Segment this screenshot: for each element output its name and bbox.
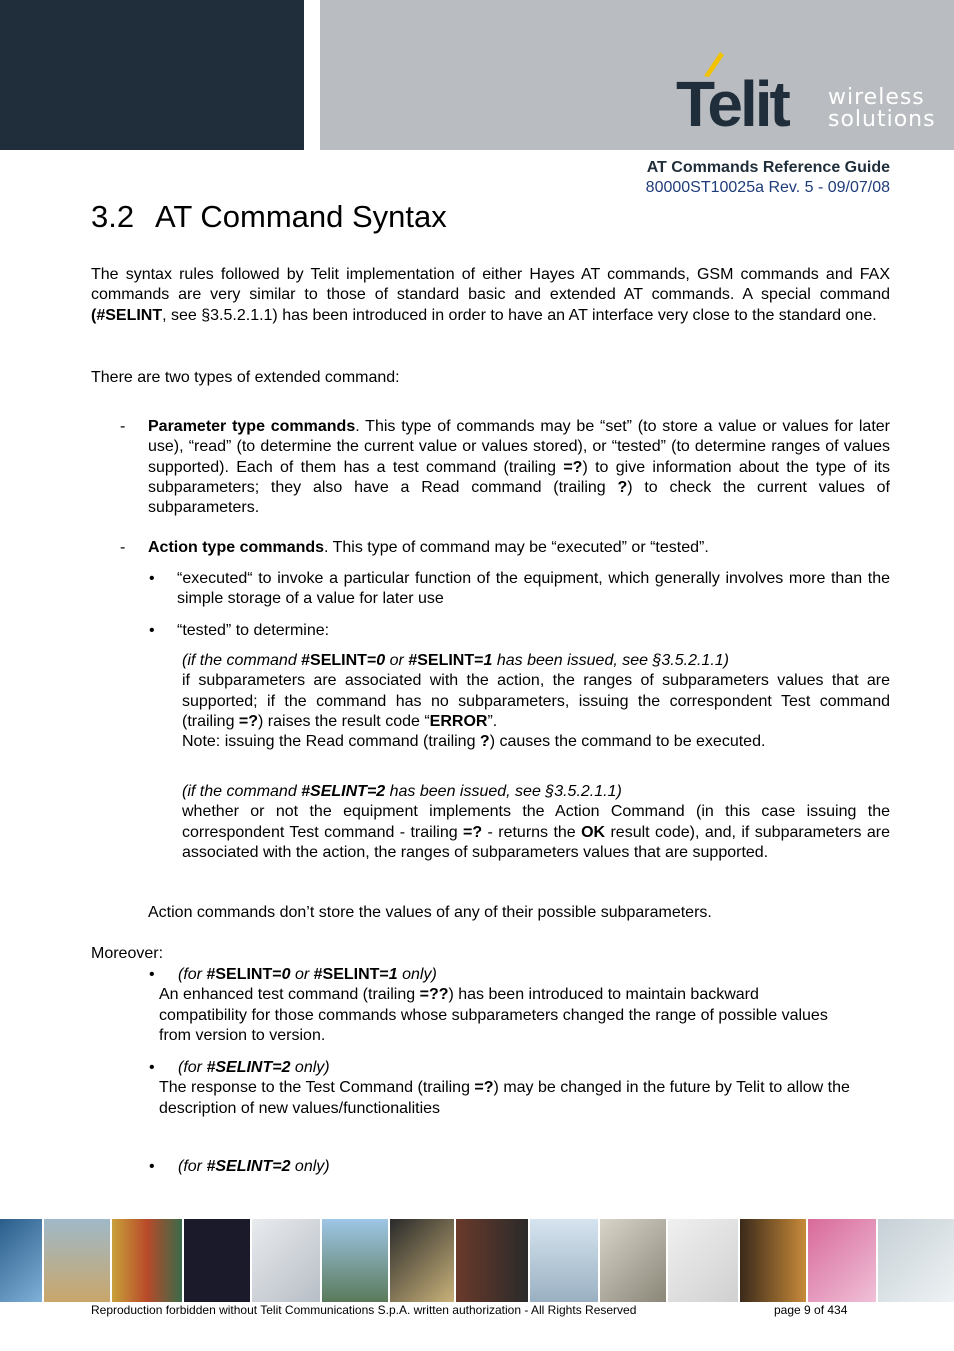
selint-2-block [182, 782, 890, 863]
sub2-bold-3: OK [581, 823, 606, 841]
m2-italic-1: (for [178, 1059, 207, 1076]
bullet-executed [91, 569, 890, 610]
section-title-text: AT Command Syntax [155, 199, 447, 234]
sub1-bold-2: #SELINT= [408, 652, 484, 669]
footer-tile [184, 1219, 250, 1302]
intro-paragraph [91, 265, 890, 326]
bullet-executed-text: “executed“ to invoke a particular function of the equipment, which generally involves more than the simple storage of a value for later use [177, 570, 890, 608]
bullet-glyph: • [149, 622, 155, 639]
moreover-item-3 [91, 1157, 890, 1177]
item1-text-3: ) to check the current values of subparameters. [148, 478, 890, 517]
footer-tile [0, 1219, 42, 1302]
sub2-italic-2: has been issued, see §3.5.2.1.1) [385, 783, 622, 800]
sub2-bold-2: =? [463, 823, 483, 841]
sub1-text-3: ”. [487, 712, 498, 730]
footer-copyright: Reproduction forbidden without Telit Communications S.p.A. written authorization - All Rights Reserved [91, 1303, 637, 1317]
sub2-text-3: result code), and, if subparameters are associated with the action, the ranges of subparameters values that are supported. [182, 823, 891, 861]
footer-page-number: page 9 of 434 [774, 1303, 848, 1317]
logo-tagline-2: solutions [828, 107, 936, 132]
doc-revision: 80000ST10025a Rev. 5 - 09/07/08 [645, 179, 890, 196]
doc-title: AT Commands Reference Guide [646, 159, 890, 176]
m1-bold-3: =?? [419, 986, 449, 1004]
footer-tile [44, 1219, 110, 1302]
types-intro: There are two types of extended command: [91, 369, 400, 386]
list-item-action-type [91, 538, 890, 558]
footer-tile [530, 1219, 598, 1302]
m2-text-1: The response to the Test Command (trailing [159, 1079, 475, 1097]
item2-title: Action type commands [148, 539, 325, 556]
logo-tagline-1: wireless [828, 85, 925, 110]
logo-brand-text: Telit [676, 68, 788, 132]
bullet-glyph: • [149, 570, 155, 587]
section-heading [91, 199, 447, 235]
item1-bold-2: ? [617, 478, 628, 496]
m2-bold-1: #SELINT=2 [206, 1059, 291, 1076]
sub1-italic-1: (if the command [182, 652, 302, 669]
sub1-bold-1: #SELINT= [301, 652, 377, 669]
m1-italic-1: (for [178, 966, 207, 983]
bullet-glyph: • [149, 966, 155, 983]
m1-bolditalic-1: 0 [281, 966, 291, 983]
intro-text-a: The syntax rules followed by Telit implementation of either Hayes AT commands, GSM commands and FAX commands are very similar to those of standard basic and extended AT commands. A special command [91, 266, 890, 304]
m1-italic-2: or [290, 966, 314, 983]
m1-text-2: ) has been introduced to maintain backward compatibility for those commands whose subparameters changed the range of possible values from version to version. [159, 986, 828, 1044]
section-number: 3.2 [91, 199, 135, 234]
moreover-item-2 [91, 1058, 890, 1119]
action-note: Action commands don’t store the values of any of their possible subparameters. [148, 904, 712, 921]
item1-text-1: . This type of commands may be “set” (to store a value or values for later use), “read” (to determine the current value or values stored), or “tested” (to determine ranges of values supported). Each of them has a test command (trailing [148, 418, 891, 476]
footer-tile [322, 1219, 388, 1302]
m3-bold-1: #SELINT=2 [206, 1158, 291, 1175]
dash-marker: - [120, 539, 126, 556]
sub1-text-1: if subparameters are associated with the action, the ranges of subparameters values that are supported; if the command has no subparameters, issuing the correspondent Test command (trailing [182, 672, 890, 730]
m1-bold-2: #SELINT= [313, 966, 389, 983]
m1-text-1: An enhanced test command (trailing [159, 986, 420, 1004]
sub1-bolditalic-2: 1 [483, 652, 493, 669]
sub1-note-bold: ? [479, 733, 490, 751]
footer-tile [600, 1219, 666, 1302]
footer-tile [808, 1219, 876, 1302]
footer-tile [456, 1219, 528, 1302]
m1-bold-1: #SELINT= [206, 966, 282, 983]
item1-title: Parameter type commands [148, 418, 356, 435]
moreover-label: Moreover: [91, 945, 164, 962]
bullet-tested-text: “tested” to determine: [177, 622, 330, 639]
dash-marker: - [120, 418, 126, 435]
sub2-text-2: - returns the [482, 823, 582, 841]
item2-text: . This type of command may be “executed” or “tested”. [324, 539, 709, 556]
footer-tile [740, 1219, 806, 1302]
m1-bolditalic-2: 1 [388, 966, 398, 983]
m2-text-2: ) may be changed in the future by Telit to allow the description of new values/functionalities [159, 1079, 850, 1117]
m2-italic-2: only) [290, 1059, 330, 1076]
sub2-text-1: whether or not the equipment implements the Action Command (in this case issuing the correspondent Test command - trailing [182, 803, 890, 841]
header-dark-block [0, 0, 304, 150]
footer-tile [668, 1219, 738, 1302]
sub1-bold-4: ERROR [429, 712, 488, 730]
list-item-parameter-type [91, 417, 890, 518]
footer-tile [878, 1219, 954, 1302]
sub1-note-2: ) causes the command to be executed. [489, 733, 766, 751]
sub1-note-1: Note: issuing the Read command (trailing [182, 733, 480, 751]
m3-italic-2: only) [290, 1158, 330, 1175]
bullet-glyph: • [149, 1158, 155, 1175]
bullet-tested [91, 621, 890, 641]
bullet-glyph: • [149, 1059, 155, 1076]
footer-tile [112, 1219, 182, 1302]
sub1-bolditalic-1: 0 [376, 652, 386, 669]
sub1-bold-3: =? [238, 712, 259, 730]
selint-0-1-block [182, 651, 890, 752]
m2-bold-2: =? [474, 1079, 494, 1097]
footer-image-strip [0, 1219, 954, 1302]
telit-logo [676, 48, 936, 132]
item1-bold-1: =? [563, 458, 583, 476]
intro-text-c: , see §3.5.2.1.1) has been introduced in order to have an AT interface very close to the standard one. [162, 306, 877, 324]
moreover-item-1 [91, 965, 890, 1046]
item1-text-2: ) to give information about the type of its subparameters; they also have a Read command (trailing [148, 458, 890, 496]
sub1-italic-3: has been issued, see §3.5.2.1.1) [492, 652, 729, 669]
m1-italic-3: only) [397, 966, 437, 983]
m3-italic-1: (for [178, 1158, 207, 1175]
footer-tile [390, 1219, 454, 1302]
footer-tile [252, 1219, 320, 1302]
sub2-bold-1: #SELINT=2 [301, 783, 386, 800]
sub1-text-2: ) raises the result code “ [258, 712, 430, 730]
sub1-italic-2: or [385, 652, 409, 669]
intro-text-b: (#SELINT [91, 306, 163, 324]
sub2-italic-1: (if the command [182, 783, 302, 800]
